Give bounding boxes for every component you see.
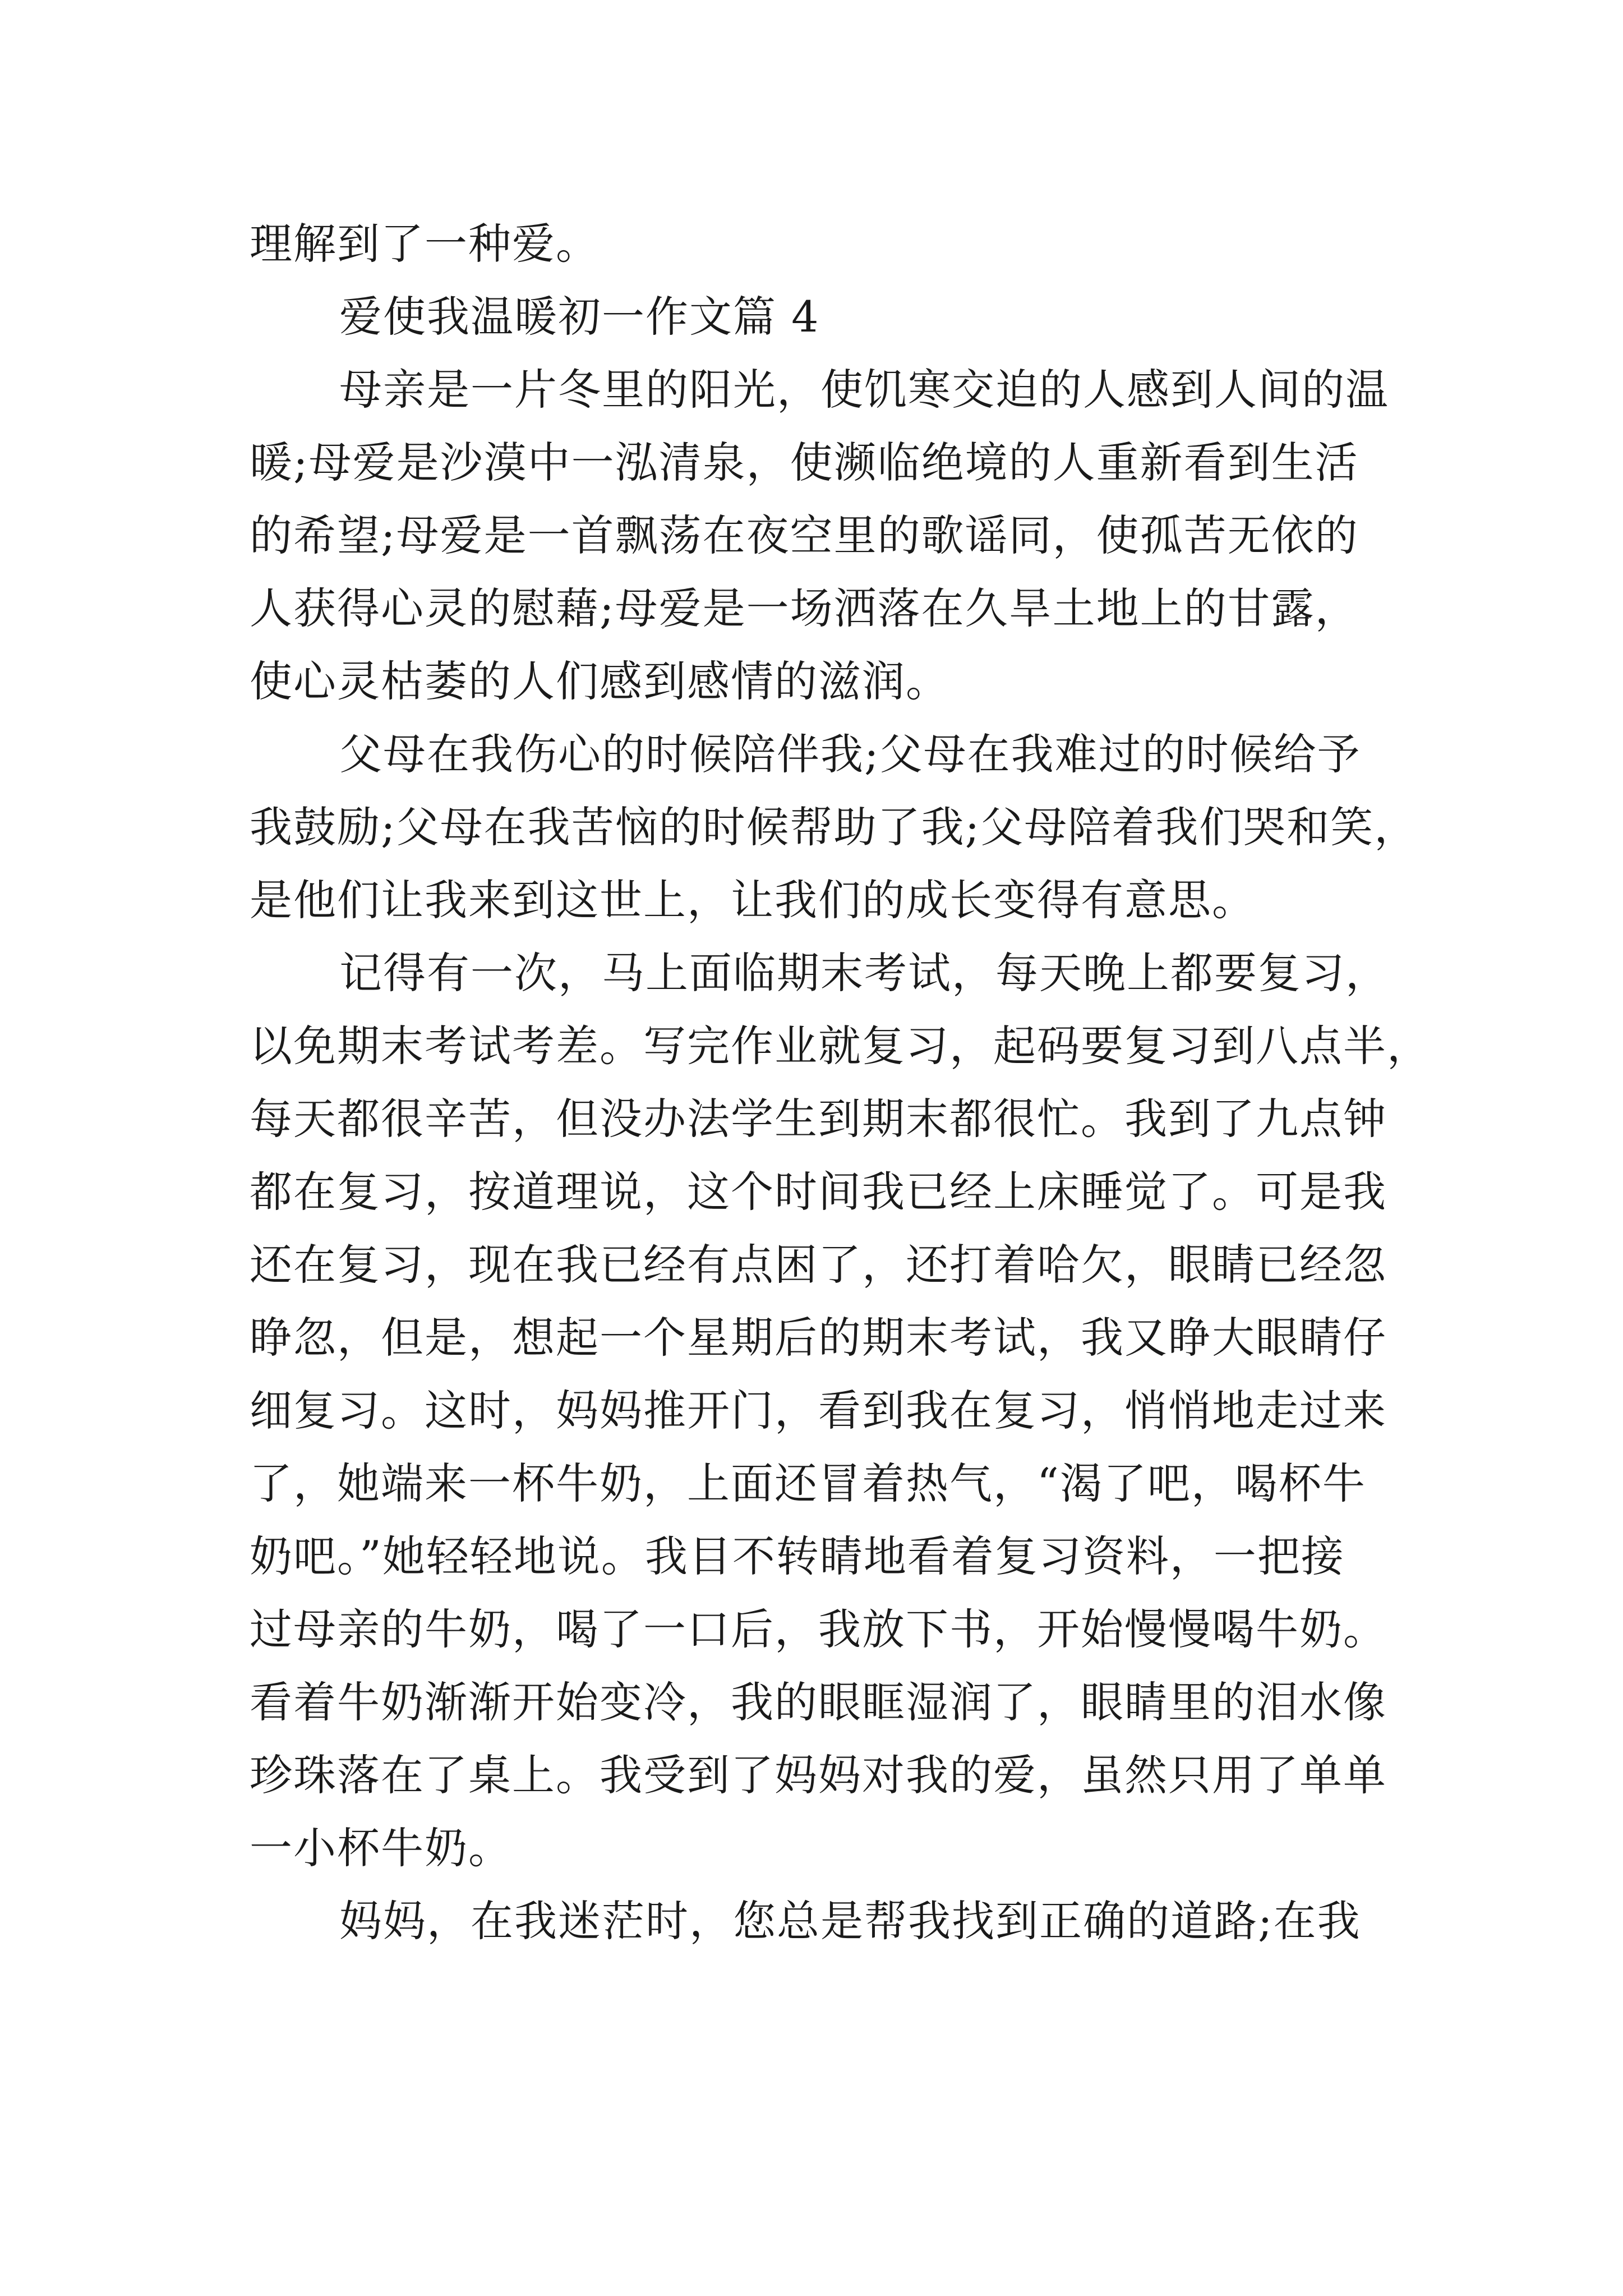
text-line-20: 过母亲的牛奶，喝了一口后，我放下书，开始慢慢喝牛奶。	[250, 1604, 1387, 1654]
text-line-17: 细复习。这时，妈妈推开门，看到我在复习，悄悄地走过来	[250, 1386, 1387, 1435]
text-line-4: 暖;母爱是沙漠中一泓清泉，使濒临绝境的人重新看到生活	[250, 438, 1359, 487]
text-line-11: 记得有一次，马上面临期末考试，每天晚上都要复习，	[339, 948, 1389, 998]
text-line-9: 我鼓励;父母在我苦恼的时候帮助了我;父母陪着我们哭和笑，	[250, 802, 1418, 852]
text-line-19: 奶吧。”她轻轻地说。我目不转睛地看着复习资料，一把接	[250, 1531, 1345, 1581]
text-line-5: 的希望;母爱是一首飘荡在夜空里的歌谣同，使孤苦无依的	[250, 510, 1359, 560]
text-line-16: 睁忽，但是，想起一个星期后的期末考试，我又睁大眼睛仔	[250, 1313, 1387, 1363]
text-line-14: 都在复习，按道理说，这个时间我已经上床睡觉了。可是我	[250, 1167, 1387, 1217]
text-line-23: 一小杯牛奶。	[250, 1823, 512, 1873]
text-line-8: 父母在我伤心的时候陪伴我;父母在我难过的时候给予	[339, 729, 1361, 779]
text-line-10: 是他们让我来到这世上，让我们的成长变得有意思。	[250, 875, 1256, 925]
section-heading: 爱使我温暖初一作文篇 4	[339, 292, 820, 342]
text-line-1: 理解到了一种爱。	[250, 219, 600, 269]
document-page	[250, 208, 1431, 1958]
text-line-6: 人获得心灵的慰藉;母爱是一场洒落在久旱土地上的甘露，	[250, 583, 1359, 633]
text-line-22: 珍珠落在了桌上。我受到了妈妈对我的爱，虽然只用了单单	[250, 1750, 1387, 1800]
text-line-24: 妈妈，在我迷茫时，您总是帮我找到正确的道路;在我	[339, 1896, 1361, 1946]
text-line-7: 使心灵枯萎的人们感到感情的滋润。	[250, 656, 949, 706]
text-line-13: 每天都很辛苦，但没办法学生到期末都很忙。我到了九点钟	[250, 1094, 1387, 1144]
text-line-18: 了，她端来一杯牛奶，上面还冒着热气，“渴了吧，喝杯牛	[250, 1458, 1366, 1508]
text-line-3: 母亲是一片冬里的阳光，使饥寒交迫的人感到人间的温	[339, 365, 1389, 415]
text-line-15: 还在复习，现在我已经有点困了，还打着哈欠，眼睛已经忽	[250, 1240, 1387, 1290]
text-line-12: 以免期末考试考差。写完作业就复习，起码要复习到八点半，	[250, 1021, 1431, 1071]
text-line-21: 看着牛奶渐渐开始变冷，我的眼眶湿润了，眼睛里的泪水像	[250, 1677, 1387, 1727]
